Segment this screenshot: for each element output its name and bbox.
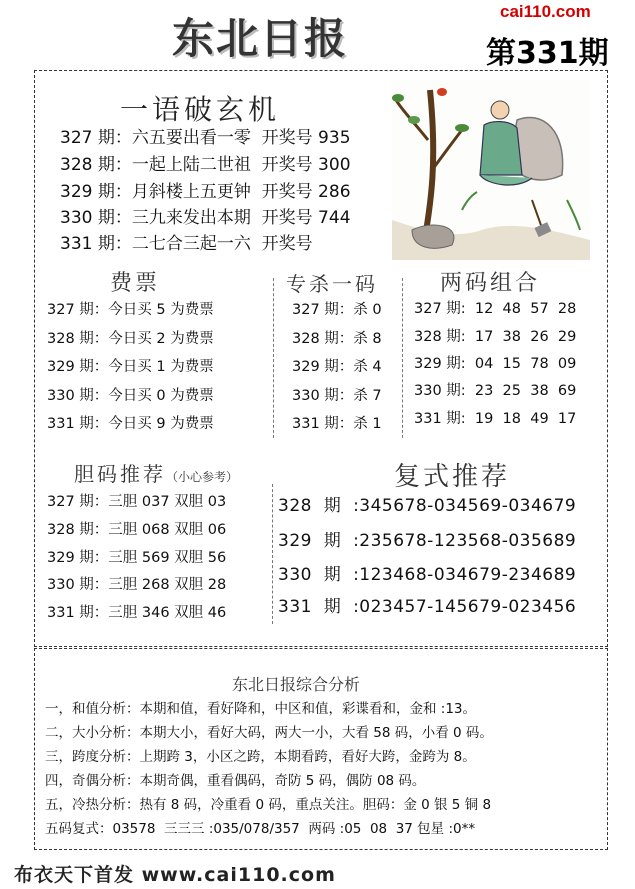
compound-divider — [272, 484, 273, 624]
analysis-title: 东北日报综合分析 — [232, 675, 361, 694]
pairs-row: 331 期: 19 18 49 17 — [414, 411, 577, 427]
pairs-row: 328 期: 17 38 26 29 — [414, 329, 577, 345]
kill-row: 330 期：杀 7 — [292, 388, 382, 404]
ticket-title: 费票 — [110, 271, 161, 296]
riddle-row: 330 期：三九来发出本期 开奖号 744 — [60, 208, 351, 228]
compound-title: 复式推荐 — [394, 462, 511, 492]
kill-divider-right — [402, 278, 403, 438]
compound-row: 331 期 :023457-145679-023456 — [278, 597, 577, 617]
kill-title: 专杀一码 — [286, 272, 378, 296]
ticket-row: 327 期：今日买 5 为费票 — [47, 302, 214, 318]
ticket-row: 331 期：今日买 9 为费票 — [47, 416, 214, 432]
analysis-row: 五码复式：03578 三三三 :035/078/357 两码 :05 08 37 包星 :0** — [45, 821, 476, 837]
analysis-row: 一，和值分析：本期和值，看好降和，中区和值，彩谍看和，金和 :13。 — [45, 701, 477, 717]
dan-note: （小心参考） — [166, 470, 239, 484]
dan-row: 328 期：三胆 068 双胆 06 — [47, 522, 227, 538]
compound-row: 330 期 :123468-034679-234689 — [278, 565, 577, 585]
compound-row: 328 期 :345678-034569-034679 — [278, 496, 577, 516]
dan-title-text: 胆码推荐 — [74, 462, 166, 486]
pairs-row: 329 期: 04 15 78 09 — [414, 356, 577, 372]
riddle-row: 328 期：一起上陆二世祖 开奖号 300 — [60, 155, 351, 175]
dan-row: 331 期：三胆 346 双胆 46 — [47, 605, 227, 621]
riddle-row: 327 期：六五要出看一零 开奖号 935 — [60, 128, 351, 148]
issue-number: 第331期 — [486, 36, 609, 71]
analysis-row: 五，冷热分析：热有 8 码，冷重看 0 码，重点关注。胆码：金 0 银 5 铜 8 — [45, 797, 492, 813]
masthead: 东北日报 — [172, 14, 349, 63]
dan-row: 329 期：三胆 569 双胆 56 — [47, 550, 227, 566]
analysis-row: 三，跨度分析：上期跨 3，小区之跨，本期看跨，看好大跨，金跨为 8。 — [45, 749, 476, 765]
kill-divider-left — [273, 278, 274, 438]
ticket-row: 328 期：今日买 2 为费票 — [47, 331, 214, 347]
dan-title — [74, 458, 238, 487]
pairs-row: 330 期: 23 25 38 69 — [414, 383, 577, 399]
dan-row: 330 期：三胆 268 双胆 28 — [47, 577, 227, 593]
compound-row: 329 期 :235678-123568-035689 — [278, 531, 577, 551]
ticket-row: 330 期：今日买 0 为费票 — [47, 388, 214, 404]
ticket-row: 329 期：今日买 1 为费票 — [47, 359, 214, 375]
analysis-row: 二，大小分析：本期大小，看好大码，两大一小，大看 58 码，小看 0 码。 — [45, 725, 493, 741]
kill-row: 331 期：杀 1 — [292, 416, 382, 432]
footer-text[interactable]: 布衣天下首发 www.cai110.com — [14, 864, 336, 886]
kill-row: 328 期：杀 8 — [292, 331, 382, 347]
analysis-row: 四，奇偶分析：本期奇偶，重看偶码，奇防 5 码，偶防 08 码。 — [45, 773, 426, 789]
kill-row: 327 期：杀 0 — [292, 302, 382, 318]
riddle-row: 329 期：月斜楼上五更钟 开奖号 286 — [60, 182, 351, 202]
site-url[interactable]: cai110.com — [500, 2, 591, 21]
scholar-illustration — [392, 80, 590, 260]
riddle-row: 331 期：二七合三起一六 开奖号 — [60, 234, 313, 254]
pairs-row: 327 期: 12 48 57 28 — [414, 301, 577, 317]
riddle-title: 一语破玄机 — [120, 93, 281, 126]
kill-row: 329 期：杀 4 — [292, 359, 382, 375]
pairs-title: 两码组合 — [440, 271, 541, 296]
dan-row: 327 期：三胆 037 双胆 03 — [47, 494, 227, 510]
